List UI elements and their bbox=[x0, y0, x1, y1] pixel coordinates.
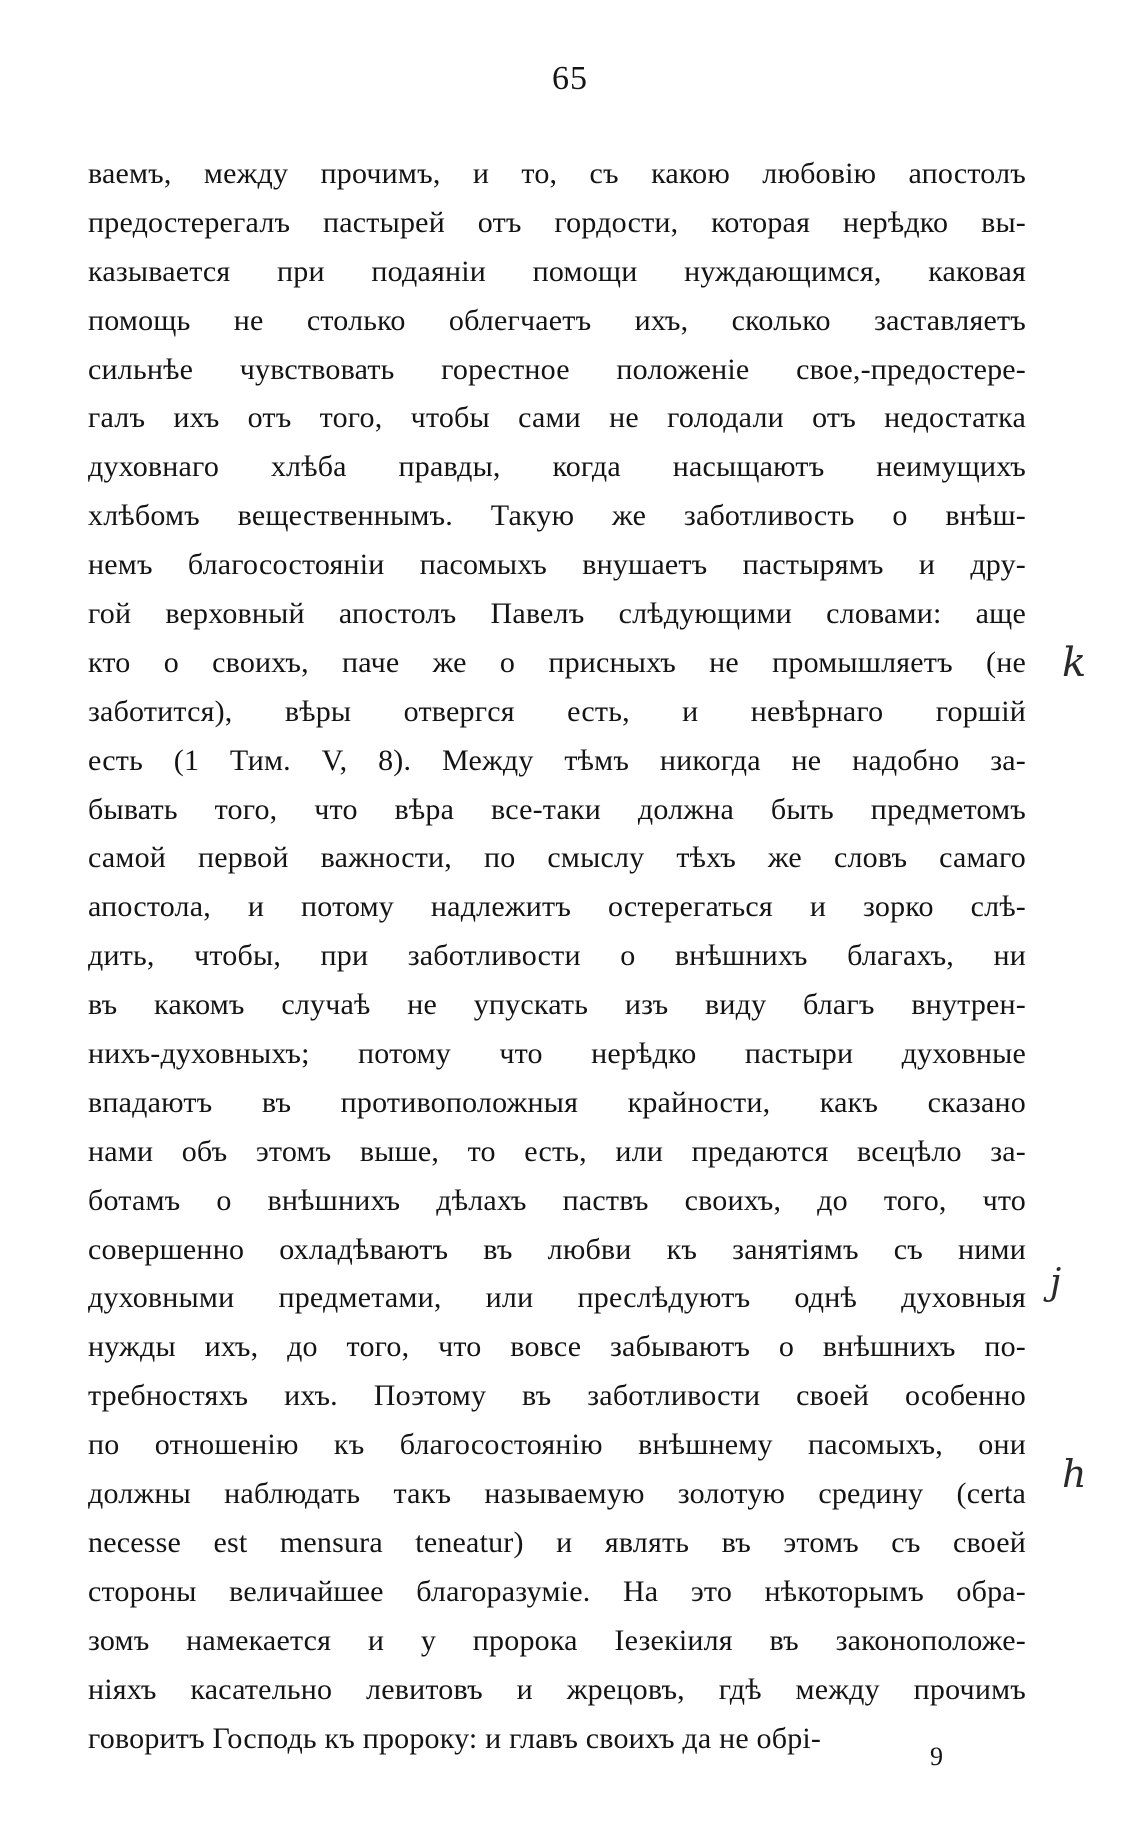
text-line: ніяхъ касательно левитовъ и жрецовъ, гдѣ между прочимъ bbox=[88, 1672, 1026, 1706]
text-line: совершенно охладѣваютъ въ любви къ занятіямъ съ ними bbox=[88, 1232, 1026, 1266]
text-line: самой первой важности, по смыслу тѣхъ же словъ самаго bbox=[88, 841, 1026, 875]
text-line-italic: заботится), вѣры отвергся есть, и невѣрнаго горшій bbox=[88, 694, 1026, 728]
text-line: помощь не столько облегчаетъ ихъ, сколько заставляетъ bbox=[88, 303, 1026, 337]
text-line: апостола, и потому надлежитъ остерегаться и зорко слѣ- bbox=[88, 890, 1026, 924]
text-line: по отношенію къ благосостоянію внѣшнему пасомыхъ, они bbox=[88, 1428, 1026, 1462]
text-line: сильнѣе чувствовать горестное положеніе свое,-предостере- bbox=[88, 352, 1026, 386]
text-line: духовнаго хлѣба правды, когда насыщаютъ неимущихъ bbox=[88, 450, 1026, 484]
text-line: ваемъ, между прочимъ, и то, съ какою любовію апостолъ bbox=[88, 157, 1026, 190]
text-line: галъ ихъ отъ того, чтобы сами не голодали отъ недостатка bbox=[88, 401, 1026, 435]
text-line: немъ благосостояніи пасомыхъ внушаетъ пастырямъ и дру- bbox=[88, 548, 1026, 582]
margin-annotation: h bbox=[1062, 1452, 1087, 1496]
page-number: 65 bbox=[552, 60, 588, 97]
text-line: казывается при подаяніи помощи нуждающимся, каковая bbox=[88, 254, 1026, 288]
text-line: впадаютъ въ противоположныя крайности, какъ сказано bbox=[88, 1085, 1026, 1119]
text-line: зомъ намекается и у пророка Іезекіиля въ законоположе- bbox=[88, 1623, 1026, 1657]
text-line: дить, чтобы, при заботливости о внѣшнихъ благахъ, ни bbox=[88, 939, 1026, 973]
margin-annotation: k bbox=[1062, 640, 1087, 686]
text-line: говоритъ Господь къ пророку: и главъ своихъ да не обрі- bbox=[88, 1721, 822, 1755]
text-line: нужды ихъ, до того, что вовсе забываютъ о внѣшнихъ по- bbox=[88, 1330, 1026, 1364]
text-line: должны наблюдать такъ называемую золотую средину (certa bbox=[88, 1477, 1026, 1511]
text-line: предостерегалъ пастырей отъ гордости, которая нерѣдко вы- bbox=[88, 205, 1026, 239]
text-line: есть (1 Тим. V, 8). Между тѣмъ никогда не надобно за- bbox=[88, 743, 1026, 777]
text-line: стороны величайшее благоразуміе. На это нѣкоторымъ обра- bbox=[88, 1574, 1026, 1608]
signature-mark: 9 bbox=[930, 1742, 943, 1771]
text-line: гой верховный апостолъ Павелъ слѣдующими словами: аще bbox=[88, 597, 1026, 631]
text-line: ботамъ о внѣшнихъ дѣлахъ паствъ своихъ, до того, что bbox=[88, 1183, 1026, 1217]
text-line: хлѣбомъ вещественнымъ. Такую же заботливость о внѣш- bbox=[88, 499, 1026, 533]
text-line-italic: кто о своихъ, паче же о присныхъ не промышляетъ (не bbox=[88, 645, 1026, 679]
text-line: духовными предметами, или преслѣдуютъ однѣ духовныя bbox=[88, 1281, 1026, 1315]
text-line: въ какомъ случаѣ не упускать изъ виду благъ внутрен- bbox=[88, 988, 1026, 1022]
text-line: нихъ-духовныхъ; потому что нерѣдко пастыри духовные bbox=[88, 1037, 1026, 1071]
text-line: necesse est mensura teneatur) и являть въ этомъ съ своей bbox=[88, 1525, 1026, 1559]
text-line: бывать того, что вѣра все-таки должна быть предметомъ bbox=[88, 792, 1026, 826]
margin-annotation: j bbox=[1050, 1262, 1062, 1303]
body-text bbox=[88, 150, 1026, 1763]
text-line: нами объ этомъ выше, то есть, или предаются всецѣло за- bbox=[88, 1134, 1026, 1168]
text-line: требностяхъ ихъ. Поэтому въ заботливости своей особенно bbox=[88, 1379, 1026, 1413]
